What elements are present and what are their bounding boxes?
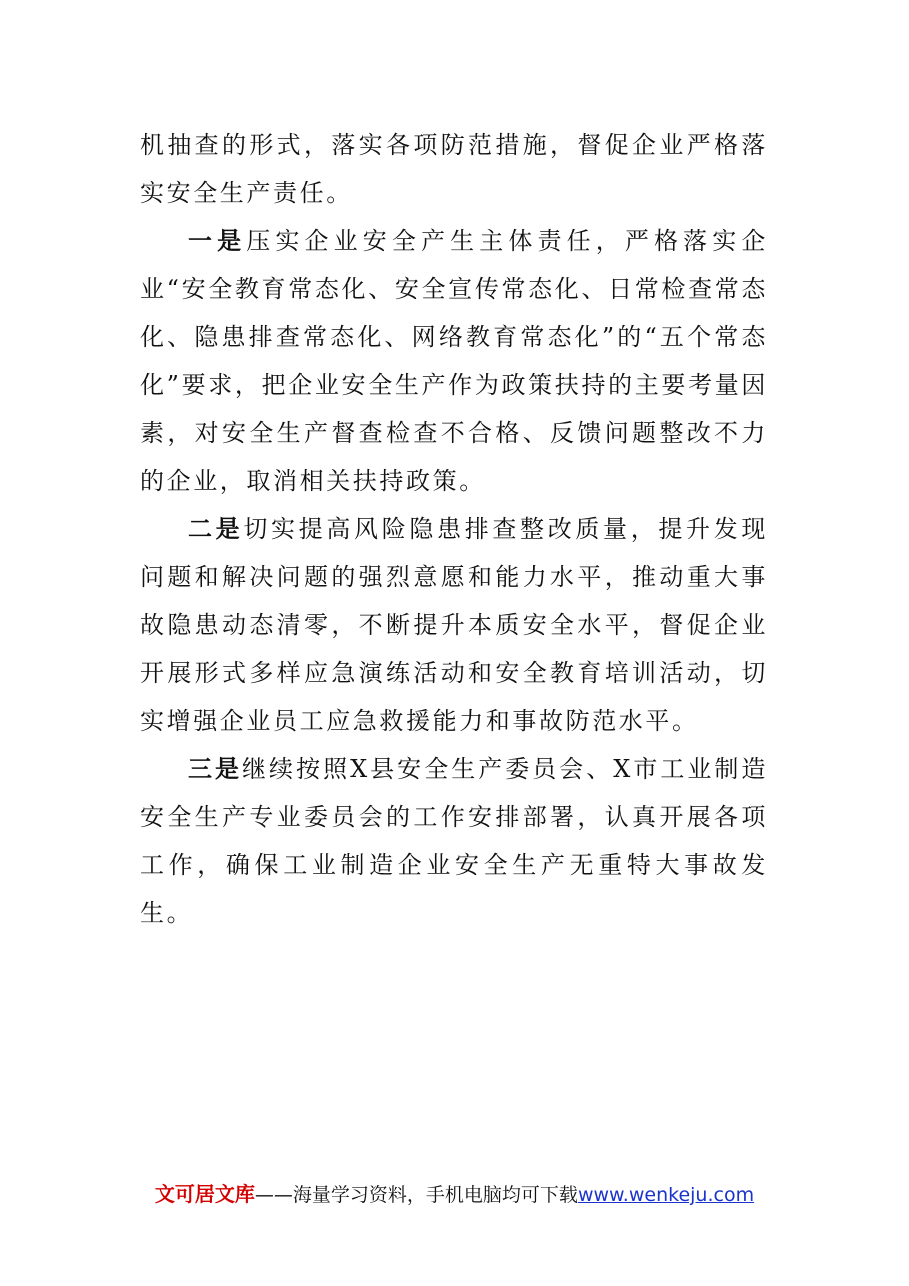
paragraph-text: 继续按照X县安全生产委员会、X市工业制造安全生产专业委员会的工作安排部署，认真开展各项工作，确保工业制造企业安全生产无重特大事故发生。 <box>140 755 769 927</box>
footer-brand: 文可居文库 <box>154 1182 255 1206</box>
paragraph-text: 压实企业安全产生主体责任，严格落实企业“安全教育常态化、安全宣传常态化、日常检查常态化、隐患排查常态化、网络教育常态化”的“五个常态化”要求，把企业安全生产作为政策扶持的主要考量因素，对安全生产督查检查不合格、反馈问题整改不力的企业，取消相关扶持政策。 <box>140 227 768 495</box>
paragraph-text: 机抽查的形式，落实各项防范措施，督促企业严格落实安全生产责任。 <box>140 131 768 207</box>
paragraph-lead: 二是 <box>188 514 244 543</box>
paragraph-text: 切实提高风险隐患排查整改质量，提升发现问题和解决问题的强烈意愿和能力水平，推动重大事故隐患动态清零，不断提升本质安全水平，督促企业开展形式多样应急演练活动和安全教育培训活动，切实增强企业员工应急救援能力和事故防范水平。 <box>140 515 768 735</box>
paragraph-item-2 <box>140 505 768 745</box>
paragraph-lead: 三是 <box>188 754 243 783</box>
footer-website-link[interactable]: www.wenkeju.com <box>577 1184 755 1206</box>
paragraph-continuation <box>140 121 768 217</box>
paragraph-lead: 一是 <box>188 226 247 255</box>
paragraph-item-1 <box>140 217 768 505</box>
document-body <box>140 121 768 937</box>
paragraph-item-3 <box>140 745 768 937</box>
footer-slogan: ——海量学习资料，手机电脑均可下载 <box>254 1184 578 1206</box>
page-footer <box>0 1180 909 1209</box>
